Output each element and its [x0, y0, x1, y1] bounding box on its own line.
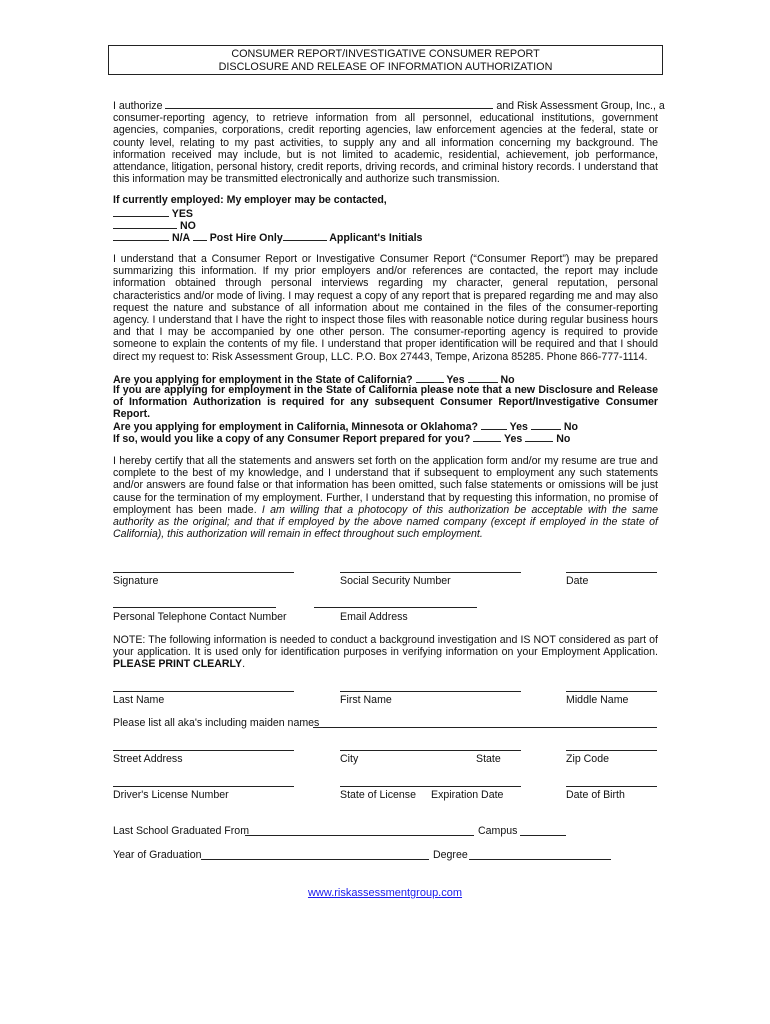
- certification-paragraph: [113, 455, 658, 540]
- akas-label: Please list all aka's including maiden names: [113, 717, 320, 729]
- background-note: [113, 634, 658, 671]
- california-question: Are you applying for employment in the State of California?: [113, 374, 413, 386]
- signature-date-field[interactable]: [566, 572, 657, 573]
- employer-no-field[interactable]: [113, 218, 177, 229]
- city-label: City: [340, 753, 359, 765]
- states-no-field[interactable]: [531, 419, 561, 430]
- california-yes-label: Yes: [446, 374, 465, 386]
- form-title-box: [108, 45, 663, 75]
- date-of-birth-label: Date of Birth: [566, 789, 625, 801]
- post-hire-label: Post Hire Only: [209, 232, 283, 244]
- states-yes-field[interactable]: [481, 419, 507, 430]
- ssn-label: Social Security Number: [340, 575, 451, 587]
- degree-field[interactable]: [469, 859, 611, 860]
- graduation-year-field[interactable]: [201, 859, 429, 860]
- california-yes-field[interactable]: [416, 372, 444, 383]
- ssn-field[interactable]: [340, 572, 521, 573]
- states-no-label: No: [563, 421, 578, 433]
- post-hire-field[interactable]: [193, 230, 207, 241]
- license-state-expiration-field[interactable]: [340, 786, 521, 787]
- california-no-field[interactable]: [468, 372, 498, 383]
- last-school-label: Last School Graduated From: [113, 825, 250, 837]
- employer-no-label: NO: [179, 220, 196, 232]
- state-label: State: [476, 753, 501, 765]
- copy-yes-label: Yes: [504, 433, 523, 445]
- certification-text: I hereby certify that all the statements and answers set forth on the application form and/or my resume are true and complete to the best of my knowledge, and I understand that if subsequent to employment any such statements and/or answers are found false or that information has been omitted, such false statements or omissions will be just cause for the termination of my employment. Further, I understand that by requesting this information, no promise of employment has been made.: [113, 455, 658, 516]
- consumer-report-paragraph: I understand that a Consumer Report or Investigative Consumer Report (“Consumer Report”) may be prepared summarizing this information. If my prior employers and/or references are contacted, the report may include information obtained through personal interviews regarding my character, general reputation, personal characteristics and/or mode of living. I may request a copy of any report that is prepared regarding me and may also request the nature and substance of all information about me contained in the files of the consumer-reporting agency. I understand that I have the right to inspect those files with reasonable notice during regular business hours and that I may be accompanied by one other person. The consumer-reporting agency is required to provide someone to explain the contents of my file. I understand that proper identification will be required and that I should direct my request to: Risk Assessment Group, LLC. P.O. Box 27443, Tempe, Arizona 85285. Phone 866-777-1114.: [113, 253, 658, 363]
- middle-name-field[interactable]: [566, 691, 657, 692]
- authorization-paragraph: [113, 98, 665, 186]
- note-text: NOTE: The following information is needed to conduct a background investigation and IS NOT considered as part of your application. It is used only for identification purposes in verifying information on your Employment Application.: [113, 634, 658, 659]
- date-of-birth-field[interactable]: [566, 786, 657, 787]
- phone-field[interactable]: [113, 607, 276, 608]
- street-address-field[interactable]: [113, 750, 294, 751]
- california-note: If you are applying for employment in the State of California please note that a new Disclosure and Release of Information Authorization is required for any subsequent Consumer Report/Investigative Consumer Report.: [113, 384, 658, 421]
- email-field[interactable]: [314, 607, 477, 608]
- last-name-field[interactable]: [113, 691, 294, 692]
- first-name-field[interactable]: [340, 691, 521, 692]
- authorize-body: consumer-reporting agency, to retrieve information from all personnel, educational institutions, government agencies, companies, corporations, credit reporting agencies, law enforcement agencies at the federal, state or county level, relating to my past activities, to supply any and all information concerning my background. The information received may include, but is not limited to academic, residential, achievement, job performance, attendance, litigation, personal history, credit reports, driving records, and criminal history records. I understand that this information may be transmitted electronically and authorize such transmission.: [113, 112, 658, 186]
- employer-yes-label: YES: [171, 208, 193, 220]
- note-period: .: [242, 658, 246, 671]
- copy-yes-field[interactable]: [473, 431, 501, 442]
- campus-label: Campus: [478, 825, 518, 837]
- authorize-lead: I authorize: [113, 100, 163, 112]
- graduation-year-label: Year of Graduation: [113, 849, 202, 861]
- city-state-field[interactable]: [340, 750, 521, 751]
- california-no-label: No: [500, 374, 515, 386]
- signature-label: Signature: [113, 575, 159, 587]
- states-question: Are you applying for employment in California, Minnesota or Oklahoma?: [113, 421, 478, 433]
- email-label: Email Address: [340, 611, 408, 623]
- report-copy-row: [113, 431, 570, 445]
- zip-code-field[interactable]: [566, 750, 657, 751]
- form-title-line2: DISCLOSURE AND RELEASE OF INFORMATION AUTHORIZATION: [218, 61, 553, 73]
- company-name-field[interactable]: [165, 98, 493, 109]
- drivers-license-field[interactable]: [113, 786, 294, 787]
- degree-label: Degree: [433, 849, 468, 861]
- website-link[interactable]: www.riskassessmentgroup.com: [307, 887, 463, 899]
- drivers-license-label: Driver's License Number: [113, 789, 229, 801]
- last-school-field[interactable]: [245, 835, 474, 836]
- zip-code-label: Zip Code: [566, 753, 609, 765]
- date-label: Date: [566, 575, 589, 587]
- photocopy-authority-text: I am willing that a photocopy of this authorization be acceptable with the same authority as the original; and that if employed by the above named company (except if employed in the state of California), this authorization will remain in effect throughout such employment.: [113, 503, 658, 541]
- middle-name-label: Middle Name: [566, 694, 629, 706]
- state-of-license-label: State of License: [340, 789, 416, 801]
- street-address-label: Street Address: [113, 753, 183, 765]
- employer-yes-field[interactable]: [113, 206, 169, 217]
- employer-na-label: N/A: [171, 232, 190, 244]
- copy-no-field[interactable]: [525, 431, 553, 442]
- print-clearly-text: PLEASE PRINT CLEARLY: [113, 658, 243, 671]
- employer-na-field[interactable]: [113, 230, 169, 241]
- report-copy-question: If so, would you like a copy of any Consumer Report prepared for you?: [113, 433, 471, 445]
- signature-field[interactable]: [113, 572, 294, 573]
- last-name-label: Last Name: [113, 694, 165, 706]
- first-name-label: First Name: [340, 694, 392, 706]
- applicant-initials-field[interactable]: [283, 230, 327, 241]
- employer-na-row: [113, 230, 422, 244]
- employer-contact-question: If currently employed: My employer may be contacted,: [113, 194, 387, 206]
- form-title-line1: CONSUMER REPORT/INVESTIGATIVE CONSUMER REPORT: [231, 48, 540, 60]
- akas-field[interactable]: [313, 727, 657, 728]
- states-yes-label: Yes: [509, 421, 528, 433]
- phone-label: Personal Telephone Contact Number: [113, 611, 287, 623]
- copy-no-label: No: [556, 433, 571, 445]
- authorize-tail: and Risk Assessment Group, Inc., a: [496, 100, 665, 112]
- applicant-initials-label: Applicant's Initials: [329, 232, 423, 244]
- campus-field[interactable]: [520, 835, 566, 836]
- expiration-date-label: Expiration Date: [431, 789, 504, 801]
